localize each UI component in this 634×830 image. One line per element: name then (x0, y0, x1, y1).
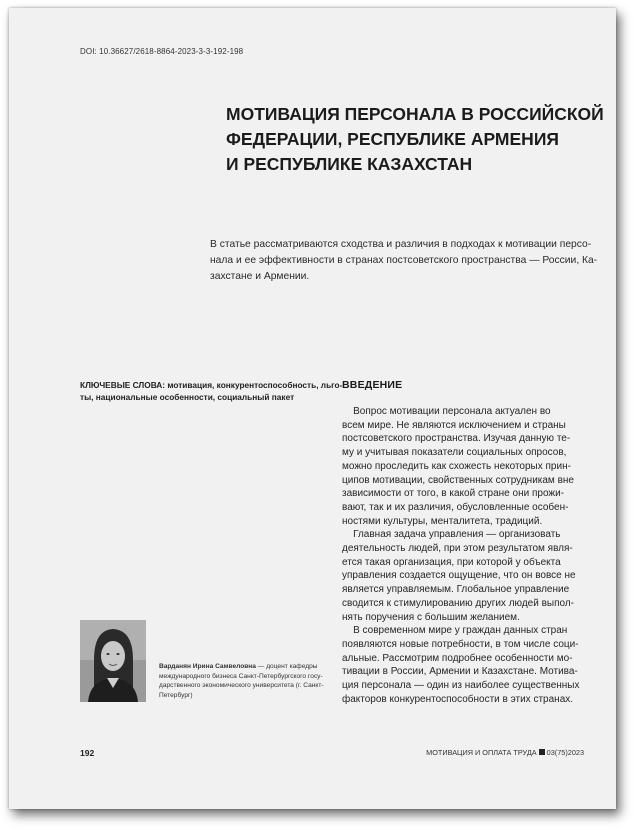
body-line: Вопрос мотивации персонала актуален во (342, 406, 551, 417)
body-line: постсоветского пространства. Изучая данную те- (342, 433, 571, 445)
author-line: Варданян Ирина Самвеловна — доцент кафедры (159, 663, 318, 670)
body-line: ностями культуры, менталитета, традиций. (342, 515, 543, 527)
body-line: факторов конкурентоспособности в этих странах. (342, 693, 574, 705)
title-line: ФЕДЕРАЦИИ, РЕСПУБЛИКЕ АРМЕНИЯ (226, 129, 559, 149)
body-line: всем мире. Не являются исключением и страны (342, 419, 566, 431)
body-line: можно проследить как схожесть некоторых прин- (342, 460, 571, 472)
author-line: Петербург) (159, 691, 193, 699)
author-portrait-image (80, 620, 146, 702)
body-line: ция персонала — один из наиболее существенных (342, 680, 580, 692)
abstract (210, 237, 600, 286)
body-line: В современном мире у граждан данных стран (342, 625, 568, 637)
doi-label: DOI: 10.36627/2618-8864-2023-3-3-192-198 (80, 47, 244, 56)
article-title (226, 102, 604, 177)
body-line: нять поручения с большим желанием. (342, 611, 520, 623)
author-line: международного бизнеса Санкт-Петербургского госу- (159, 672, 323, 680)
title-line: МОТИВАЦИЯ ПЕРСОНАЛА В РОССИЙСКОЙ (226, 104, 604, 124)
body-line: альные. Рассмотрим подробнее особенности мо- (342, 652, 573, 664)
abstract-line: нала и ее эффективности в странах постсоветского пространства — России, Ка- (210, 255, 598, 267)
body-line: является управляемым. Глобальное управление (342, 584, 570, 596)
keywords-line: ты, национальные особенности, социальный пакет (80, 391, 295, 402)
journal-issue: 03(75)2023 (546, 748, 584, 757)
keywords-line: КЛЮЧЕВЫЕ СЛОВА: мотивация, конкурентоспособность, льго- (80, 380, 343, 390)
keywords (80, 380, 343, 403)
body-line: вают, так и их различия, обусловленные особен- (342, 501, 569, 513)
body-line: му и учитывая показатели социальных опросов, (342, 447, 567, 459)
journal-footer (426, 748, 584, 757)
body-line: ется такая организация, при которой у объекта (342, 556, 561, 568)
abstract-line: захстане и Армении. (210, 271, 310, 283)
body-line: тивации в России, Армении и Казахстане. Мотива- (342, 666, 578, 678)
body-line: ципов мотивации, свойственных сотрудникам вне (342, 474, 574, 486)
page-number: 192 (80, 748, 95, 758)
square-icon (539, 749, 545, 755)
keywords-label: КЛЮЧЕВЫЕ СЛОВА: (80, 380, 166, 390)
body-line: управления создается ощущение, что он вовсе не (342, 570, 576, 582)
body-line: появляются новые потребности, в том числе соци- (342, 638, 579, 650)
body-line: зависимости от того, в какой стране они прожи- (342, 488, 564, 500)
author-name: Варданян Ирина Самвеловна (159, 663, 256, 670)
journal-page (9, 8, 616, 809)
section-heading: ВВЕДЕНИЕ (342, 379, 403, 391)
title-line: И РЕСПУБЛИКЕ КАЗАХСТАН (226, 154, 473, 174)
body-text (342, 405, 597, 706)
abstract-line: В статье рассматриваются сходства и различия в подходах к мотивации персо- (210, 239, 592, 250)
author-line: дарственного экономического университета (г. Санкт- (159, 682, 324, 690)
journal-name: МОТИВАЦИЯ И ОПЛАТА ТРУДА (426, 748, 537, 757)
author-info (159, 662, 334, 700)
body-line: деятельность людей, при этом результатом явля- (342, 543, 573, 555)
body-line: Главная задача управления — организовать (342, 529, 561, 541)
body-line: сводится к стимулированию других людей выпол- (342, 597, 574, 609)
author-photo (80, 620, 146, 702)
